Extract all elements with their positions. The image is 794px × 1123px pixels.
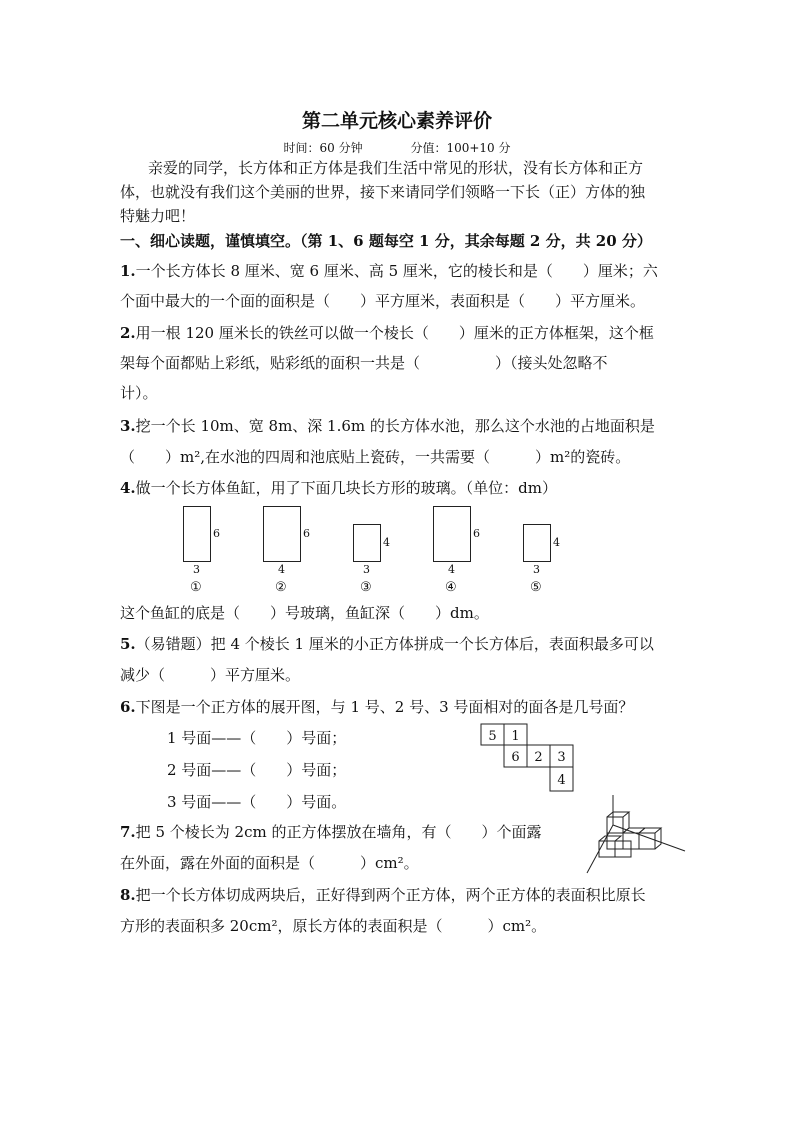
- question-7-number: 7.: [120, 823, 136, 841]
- question-6-answer-3: 3 号面——（ ）号面。: [167, 793, 347, 811]
- glass-panel-1-width: 3: [193, 563, 200, 576]
- cube-net-figure: [480, 723, 576, 793]
- corner-cubes-figure: [585, 795, 687, 875]
- glass-panel-2-height: 6: [303, 527, 310, 540]
- intro-line-2: 体，也就没有我们这个美丽的世界，接下来请同学们领略一下长（正）方体的独: [120, 183, 646, 201]
- glass-panel-1: [183, 506, 211, 562]
- score-label: 分值：100+10 分: [410, 141, 511, 155]
- question-8-line-1: [120, 884, 646, 905]
- question-3-line-2: （ ）m²,在水池的四周和池底贴上瓷砖，一共需要（ ）m²的瓷砖。: [120, 448, 631, 466]
- net-cell-3-label: 3: [557, 750, 566, 765]
- question-2-line-1: [120, 322, 654, 343]
- intro-line-1: 亲爱的同学，长方体和正方体是我们生活中常见的形状，没有长方体和正方: [148, 159, 644, 177]
- question-7-line-2: 在外面，露在外面的面积是（ ）cm²。: [120, 854, 419, 872]
- glass-panel-5-height: 4: [553, 536, 560, 549]
- glass-panel-5: [523, 524, 551, 562]
- question-6-number: 6.: [120, 698, 136, 716]
- question-3-text-1: 挖一个长 10m、宽 8m、深 1.6m 的长方体水池，那么这个水池的占地面积是: [135, 417, 655, 435]
- cube-bottom-1: [599, 836, 621, 857]
- glass-panel-3: [353, 524, 381, 562]
- question-3-number: 3.: [120, 417, 136, 435]
- question-7-line-1: [120, 821, 541, 842]
- time-label: 时间：60 分钟: [283, 141, 363, 155]
- question-5-line-1: [120, 633, 654, 654]
- question-1-line-2: 个面中最大的一个面的面积是（ ）平方厘米，表面积是（ ）平方厘米。: [120, 292, 646, 310]
- question-4-line-1: [120, 477, 557, 498]
- glass-panel-4-width: 4: [448, 563, 455, 576]
- exam-meta: [0, 139, 794, 156]
- question-6-text: 下图是一个正方体的展开图，与 1 号、2 号、3 号面相对的面各是几号面？: [135, 698, 634, 716]
- question-7-text-1: 把 5 个棱长为 2cm 的正方体摆放在墙角，有（ ）个面露: [135, 823, 542, 841]
- glass-panel-1-height: 6: [213, 527, 220, 540]
- glass-panel-3-width: 3: [363, 563, 370, 576]
- question-2-number: 2.: [120, 324, 136, 342]
- question-5-text-1: （易错题）把 4 个棱长 1 厘米的小正方体拼成一个长方体后，表面积最多可以: [135, 635, 654, 653]
- glass-panel-4-height: 6: [473, 527, 480, 540]
- glass-panel-4-index: ④: [445, 580, 457, 595]
- glass-panel-2-index: ②: [275, 580, 287, 595]
- question-1-text-1: 一个长方体长 8 厘米、宽 6 厘米、高 5 厘米，它的棱长和是（ ）厘米；六: [135, 262, 658, 280]
- question-6-answer-1: 1 号面——（ ）号面；: [167, 729, 347, 747]
- glass-panel-4: [433, 506, 471, 562]
- question-8-line-2: 方形的表面积多 20cm²，原长方体的表面积是（ ）cm²。: [120, 917, 547, 935]
- question-1-line-1: [120, 260, 658, 281]
- question-5-line-2: 减少（ ）平方厘米。: [120, 666, 301, 684]
- glass-panel-5-index: ⑤: [530, 580, 542, 595]
- section-heading: 一、细心读题，谨慎填空。（第 1、6 题每空 1 分，其余每题 2 分，共 20 分）: [120, 232, 652, 250]
- page-title: 第二单元核心素养评价: [301, 110, 492, 132]
- glass-panel-2: [263, 506, 301, 562]
- net-cell-1-label: 1: [511, 729, 520, 744]
- question-6-line-1: [120, 696, 633, 717]
- net-cell-2-label: 2: [534, 750, 543, 765]
- glass-panel-1-index: ①: [190, 580, 202, 595]
- glass-panel-3-index: ③: [360, 580, 372, 595]
- question-4-number: 4.: [120, 479, 136, 497]
- question-2-line-3: 计）。: [120, 384, 158, 402]
- floor-right-line: [613, 825, 685, 851]
- glass-panel-3-height: 4: [383, 536, 390, 549]
- net-cell-4-label: 4: [557, 773, 566, 788]
- question-5-number: 5.: [120, 635, 136, 653]
- glass-panel-5-width: 3: [533, 563, 540, 576]
- question-2-line-2: 架每个面都贴上彩纸，贴彩纸的面积一共是（ ）（接头处忽略不: [120, 354, 608, 372]
- question-8-text-1: 把一个长方体切成两块后，正好得到两个正方体，两个正方体的表面积比原长: [135, 886, 646, 904]
- question-4-text: 做一个长方体鱼缸，用了下面几块长方形的玻璃。（单位：dm）: [135, 479, 558, 497]
- net-cell-6-label: 6: [511, 750, 520, 765]
- question-2-text-1: 用一根 120 厘米长的铁丝可以做一个棱长（ ）厘米的正方体框架，这个框: [135, 324, 654, 342]
- glass-panel-2-width: 4: [278, 563, 285, 576]
- net-cell-5-label: 5: [488, 729, 497, 744]
- question-3-line-1: [120, 415, 655, 436]
- question-6-answer-2: 2 号面——（ ）号面；: [167, 761, 347, 779]
- question-8-number: 8.: [120, 886, 136, 904]
- question-1-number: 1.: [120, 262, 136, 280]
- intro-line-3: 特魅力吧！: [120, 207, 196, 225]
- question-4-answer-line: 这个鱼缸的底是（ ）号玻璃，鱼缸深（ ）dm。: [120, 604, 489, 622]
